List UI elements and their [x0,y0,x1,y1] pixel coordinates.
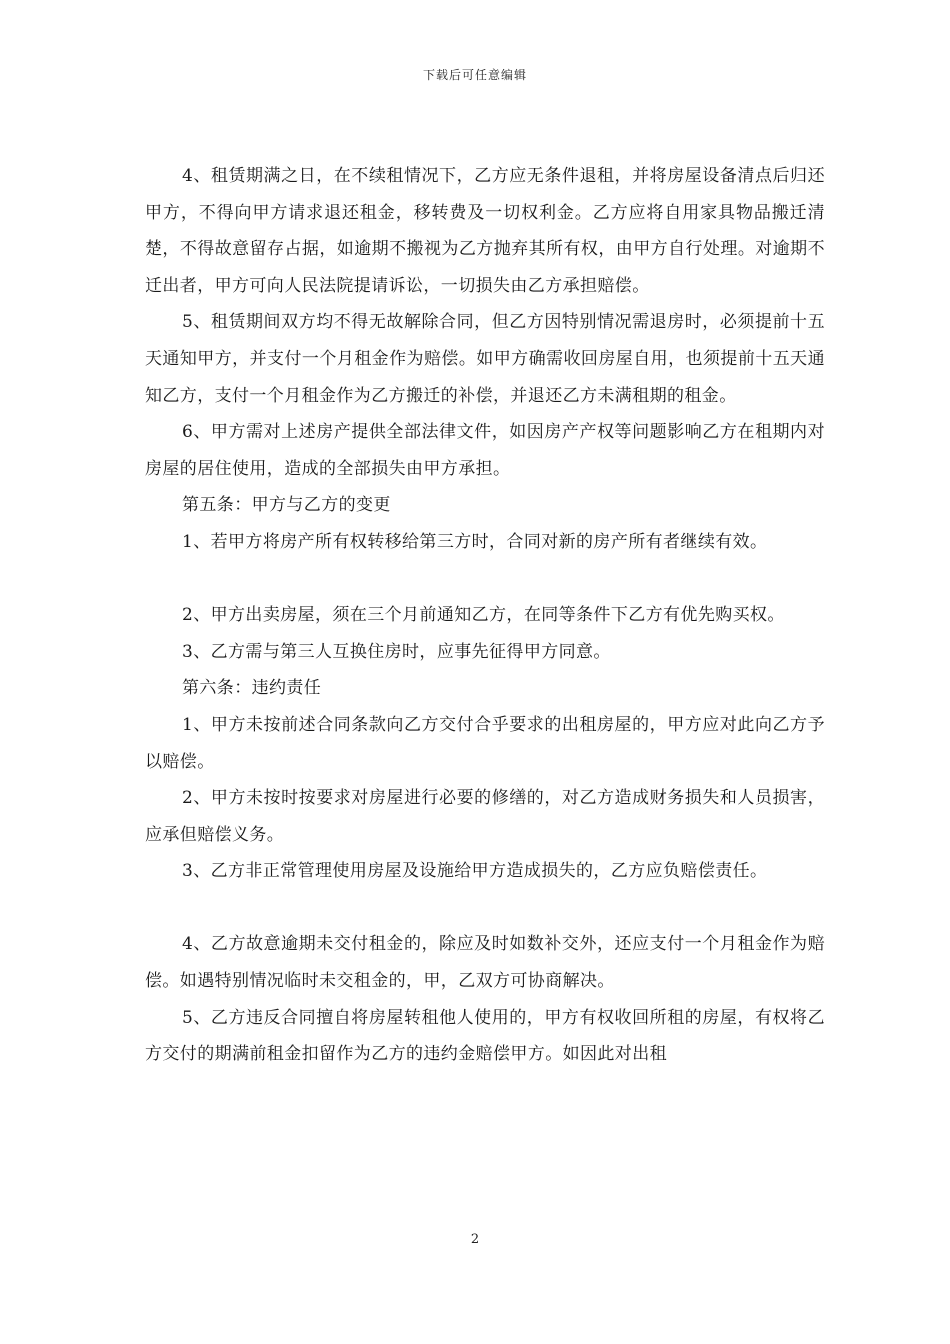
document-body [145,158,825,1073]
section-heading-article-5: 第五条：甲方与乙方的变更 [182,495,391,516]
clause-article6-item-2: 2、甲方未按时按要求对房屋进行必要的修缮的，对乙方造成财务损失和人员损害，应承但赔偿义务。 [145,788,825,845]
section-heading-article-6: 第六条：违约责任 [182,678,322,699]
clause-article5-item-2: 2、甲方出卖房屋，须在三个月前通知乙方，在同等条件下乙方有优先购买权。 [182,605,785,626]
clause-article6-item-3: 3、乙方非正常管理使用房屋及设施给甲方造成损失的，乙方应负赔偿责任。 [182,861,768,882]
clause-6-legal-documents: 6、甲方需对上述房产提供全部法律文件，如因房产产权等问题影响乙方在租期内对房屋的居住使用，造成的全部损失由甲方承担。 [145,422,825,479]
clause-article5-item-3: 3、乙方需与第三人互换住房时，应事先征得甲方同意。 [182,641,611,662]
clause-article6-item-4: 4、乙方故意逾期未交付租金的，除应及时如数补交外，还应支付一个月租金作为赔偿。如遇特别情况临时未交租金的，甲，乙双方可协商解决。 [145,934,825,992]
page-number: 2 [470,1232,480,1247]
clause-4-lease-expiry: 4、租赁期满之日，在不续租情况下，乙方应无条件退租，并将房屋设备清点后归还甲方，不得向甲方请求退还租金，移转费及一切权利金。乙方应将自用家具物品搬迁清楚，不得故意留存占据，如逾期不搬视为乙方抛弃其所有权，由甲方自行处理。对逾期不迁出者，甲方可向人民法院提请诉讼，一切损失由乙方承担赔偿。 [145,166,825,296]
clause-article5-item-1: 1、若甲方将房产所有权转移给第三方时，合同对新的房产所有者继续有效。 [182,531,768,552]
page-header-note: 下载后可任意编辑 [422,68,527,82]
clause-5-early-termination: 5、租赁期间双方均不得无故解除合同，但乙方因特别情况需退房时，必须提前十五天通知甲方，并支付一个月租金作为赔偿。如甲方确需收回房屋自用，也须提前十五天通知乙方，支付一个月租金作为乙方搬迁的补偿，并退还乙方未满租期的租金。 [145,312,825,406]
clause-article6-item-5: 5、乙方违反合同擅自将房屋转租他人使用的，甲方有权收回所租的房屋，有权将乙方交付的期满前租金扣留作为乙方的违约金赔偿甲方。如因此对出租 [145,1007,825,1065]
clause-article6-item-1: 1、甲方未按前述合同条款向乙方交付合乎要求的出租房屋的，甲方应对此向乙方予以赔偿。 [145,714,825,772]
